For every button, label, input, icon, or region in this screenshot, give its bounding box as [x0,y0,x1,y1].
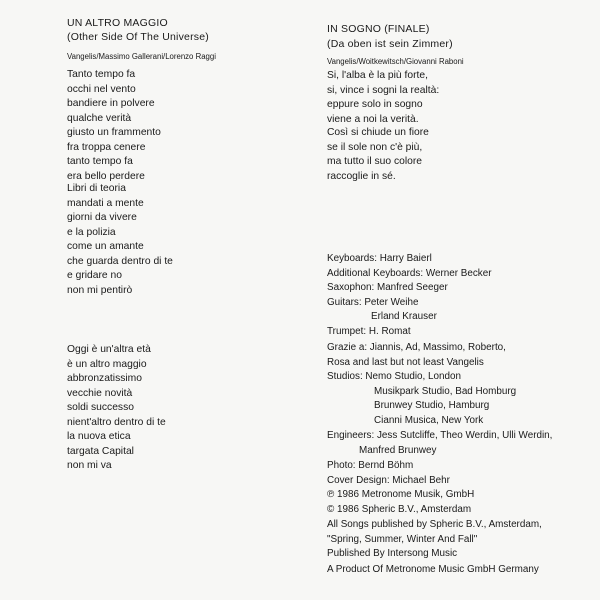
product-line: A Product Of Metronome Music GmbH Germany [327,564,539,575]
lyric-line: non mi pentirò [67,284,133,296]
lyric-line: giusto un frammento [67,127,161,138]
lyric-line: giorni da vivere [67,212,137,223]
lyric-line: ma tutto il suo colore [327,156,423,167]
credit-line: Brunwey Studio, Hamburg [374,400,490,411]
design-credits [327,459,450,488]
publishing-block [327,518,542,562]
credit-line: Guitars: Peter Weihe [327,296,419,308]
credit-line: Trumpet: H. Romat [327,325,411,337]
song-title: UN ALTRO MAGGIO [67,17,168,29]
studios-block [327,370,516,428]
lyrics-stanza-2 [327,126,429,184]
lyric-line: mandati a mente [67,197,144,209]
lyric-line: tanto tempo fa [67,156,133,167]
credit-line: Additional Keyboards: Werner Becker [327,267,492,279]
lyric-line: fra troppa cenere [67,141,146,153]
credit-line: Erland Krauser [371,311,437,322]
lyric-line: Oggi è un'altra età [67,344,151,355]
lyric-line: abbronzatissimo [67,373,142,384]
lyric-line: che guarda dentro di te [67,255,173,267]
credit-line: Saxophon: Manfred Seeger [327,282,448,293]
lyric-line: qualche verità [67,112,132,124]
lyric-line: si, vince i sogni la realtà: [327,84,440,96]
lyric-line: nient'altro dentro di te [67,416,166,428]
lyric-line: come un amante [67,241,144,252]
lyrics-stanza-1 [67,68,161,184]
lyric-line: raccoglie in sé. [327,170,396,182]
credit-line: Musikpark Studio, Bad Homburg [374,385,517,397]
credit-line: Rosa and last but not least Vangelis [327,356,484,368]
credit-line: ℗ 1986 Metronome Musik, GmbH [327,489,475,500]
credit-line: Manfred Brunwey [359,444,437,456]
credit-line: Engineers: Jess Sutcliffe, Theo Werdin, Ulli Werdin, [327,430,553,441]
song-credits: Vangelis/Woitkewitsch/Giovanni Raboni [327,57,464,66]
lyric-line: Tanto tempo fa [67,69,136,80]
lyric-line: Si, l'alba è la più forte, [327,70,428,81]
song-title: IN SOGNO (FINALE) [327,23,430,35]
musician-credits [327,252,492,339]
lyric-line: se il sole non c'è più, [327,141,423,153]
lyrics-stanza-1 [327,69,439,127]
lyric-line: la nuova etica [67,431,131,442]
copyright-block [327,488,474,517]
lyric-line: bandiere in polvere [67,98,155,109]
lyric-line: Così si chiude un fiore [327,127,429,138]
lyrics-stanza-2 [67,182,173,298]
lyric-line: eppure solo in sogno [327,99,423,110]
lyric-line: soldi successo [67,402,134,413]
song-credits: Vangelis/Massimo Gallerani/Lorenzo Raggi [67,52,216,61]
engineers-block [327,429,552,458]
lyric-line: è un altro maggio [67,358,147,370]
credit-line: Grazie a: Jiannis, Ad, Massimo, Roberto, [327,342,506,353]
song-subtitle: (Da oben ist sein Zimmer) [327,38,453,50]
lyric-line: Libri di teoria [67,183,126,194]
lyric-line: targata Capital [67,445,134,457]
thanks-block [327,341,506,370]
lyric-line: non mi va [67,460,112,471]
credit-line: "Spring, Summer, Winter And Fall" [327,533,478,545]
credit-line: © 1986 Spheric B.V., Amsterdam [327,503,472,515]
song-subtitle: (Other Side Of The Universe) [67,31,209,43]
lyric-line: viene a noi la verità. [327,113,419,125]
lyric-line: era bello perdere [67,170,145,182]
lyric-line: vecchie novità [67,387,133,399]
credit-line: Keyboards: Harry Baierl [327,253,432,264]
lyric-line: e la polizia [67,226,116,238]
lyric-line: occhi nel vento [67,83,136,95]
credit-line: Published By Intersong Music [327,548,458,559]
lyrics-stanza-3 [67,343,166,474]
lyric-line: e gridare no [67,270,122,281]
credit-line: Cianni Musica, New York [374,414,484,426]
credit-line: Cover Design: Michael Behr [327,474,450,486]
credit-line: Photo: Bernd Böhm [327,460,414,471]
credit-line: Studios: Nemo Studio, London [327,371,461,382]
credit-line: All Songs published by Spheric B.V., Amsterdam, [327,519,542,530]
